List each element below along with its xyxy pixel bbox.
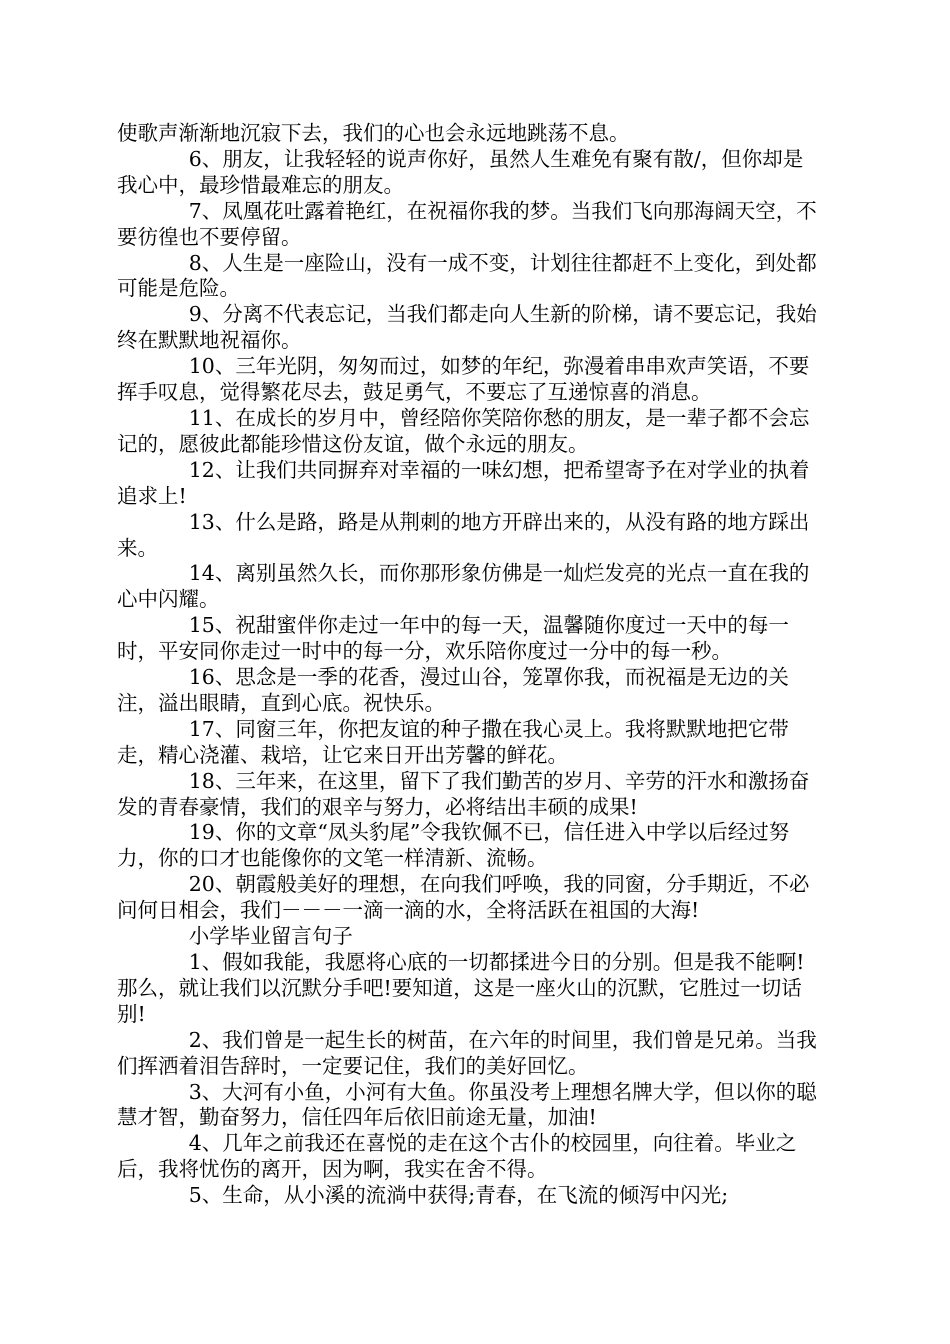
paragraph: 11、在成长的岁月中，曾经陪你笑陪你愁的朋友，是一辈子都不会忘记的，愿彼此都能珍惜这份友谊，做个永远的朋友。 [117,405,810,456]
paragraph: 3、大河有小鱼，小河有大鱼。你虽没考上理想名牌大学，但以你的聪慧才智，勤奋努力，信任四年后依旧前途无量，加油! [117,1079,817,1130]
paragraph: 4、几年之前我还在喜悦的走在这个古仆的校园里，向往着。毕业之后，我将忧伤的离开，因为啊，我实在舍不得。 [117,1131,797,1182]
section-heading: 小学毕业留言句子 [188,924,353,949]
paragraph: 12、让我们共同摒弃对幸福的一味幻想，把希望寄予在对学业的执着追求上! [117,457,810,508]
paragraph: 20、朝霞般美好的理想，在向我们呼唤，我的同窗，分手期近，不必问何日相会，我们－－－一滴一滴的水，全将活跃在祖国的大海! [117,872,810,923]
paragraph: 16、思念是一季的花香，漫过山谷，笼罩你我，而祝福是无边的关注，溢出眼睛，直到心底。祝快乐。 [117,665,789,715]
document-body [117,121,820,1209]
paragraph: 17、同窗三年，你把友谊的种子撒在我心灵上。我将默默地把它带走，精心浇灌、栽培，让它来日开出芳馨的鲜花。 [117,716,789,767]
paragraph: 5、生命，从小溪的流淌中获得;青春，在飞流的倾泻中闪光; [188,1183,729,1208]
paragraph: 18、三年来，在这里，留下了我们勤苦的岁月、辛劳的汗水和激扬奋发的青春豪情，我们的艰辛与努力，必将结出丰硕的成果! [117,768,810,819]
lead-line: 使歌声渐渐地沉寂下去，我们的心也会永远地跳荡不息。 [117,121,630,145]
paragraph: 7、凤凰花吐露着艳红，在祝福你我的梦。当我们飞向那海阔天空，不要彷徨也不要停留。 [117,198,817,249]
paragraph: 19、你的文章“凤头豹尾”令我钦佩不已，信任进入中学以后经过努力，你的口才也能像你的文笔一样清新、流畅。 [117,820,790,871]
paragraph: 10、三年光阴，匆匆而过，如梦的年纪，弥漫着串串欢声笑语，不要挥手叹息，觉得繁花尽去，鼓足勇气，不要忘了互递惊喜的消息。 [117,354,810,405]
paragraph: 15、祝甜蜜伴你走过一年中的每一天，温馨随你度过一天中的每一时，平安同你走过一时中的每一分，欢乐陪你度过一分中的每一秒。 [117,613,789,664]
paragraph: 13、什么是路，路是从荆刺的地方开辟出来的，从没有路的地方踩出来。 [117,509,810,560]
paragraph: 9、分离不代表忘记，当我们都走向人生新的阶梯，请不要忘记，我始终在默默地祝福你。 [117,302,817,353]
paragraph: 8、人生是一座险山，没有一成不变，计划往往都赶不上变化，到处都可能是危险。 [117,250,817,301]
paragraph: 1、假如我能，我愿将心底的一切都揉进今日的分别。但是我不能啊!那么，就让我们以沉默分手吧!要知道，这是一座火山的沉默，它胜过一切话别! [117,950,805,1026]
paragraph: 14、离别虽然久长，而你那形象仿佛是一灿烂发亮的光点一直在我的心中闪耀。 [117,561,810,612]
paragraph: 6、朋友，让我轻轻的说声你好，虽然人生难免有聚有散/，但你却是我心中，最珍惜最难忘的朋友。 [117,146,804,197]
paragraph: 2、我们曾是一起生长的树苗，在六年的时间里，我们曾是兄弟。当我们挥洒着泪告辞时，一定要记住，我们的美好回忆。 [117,1027,817,1078]
